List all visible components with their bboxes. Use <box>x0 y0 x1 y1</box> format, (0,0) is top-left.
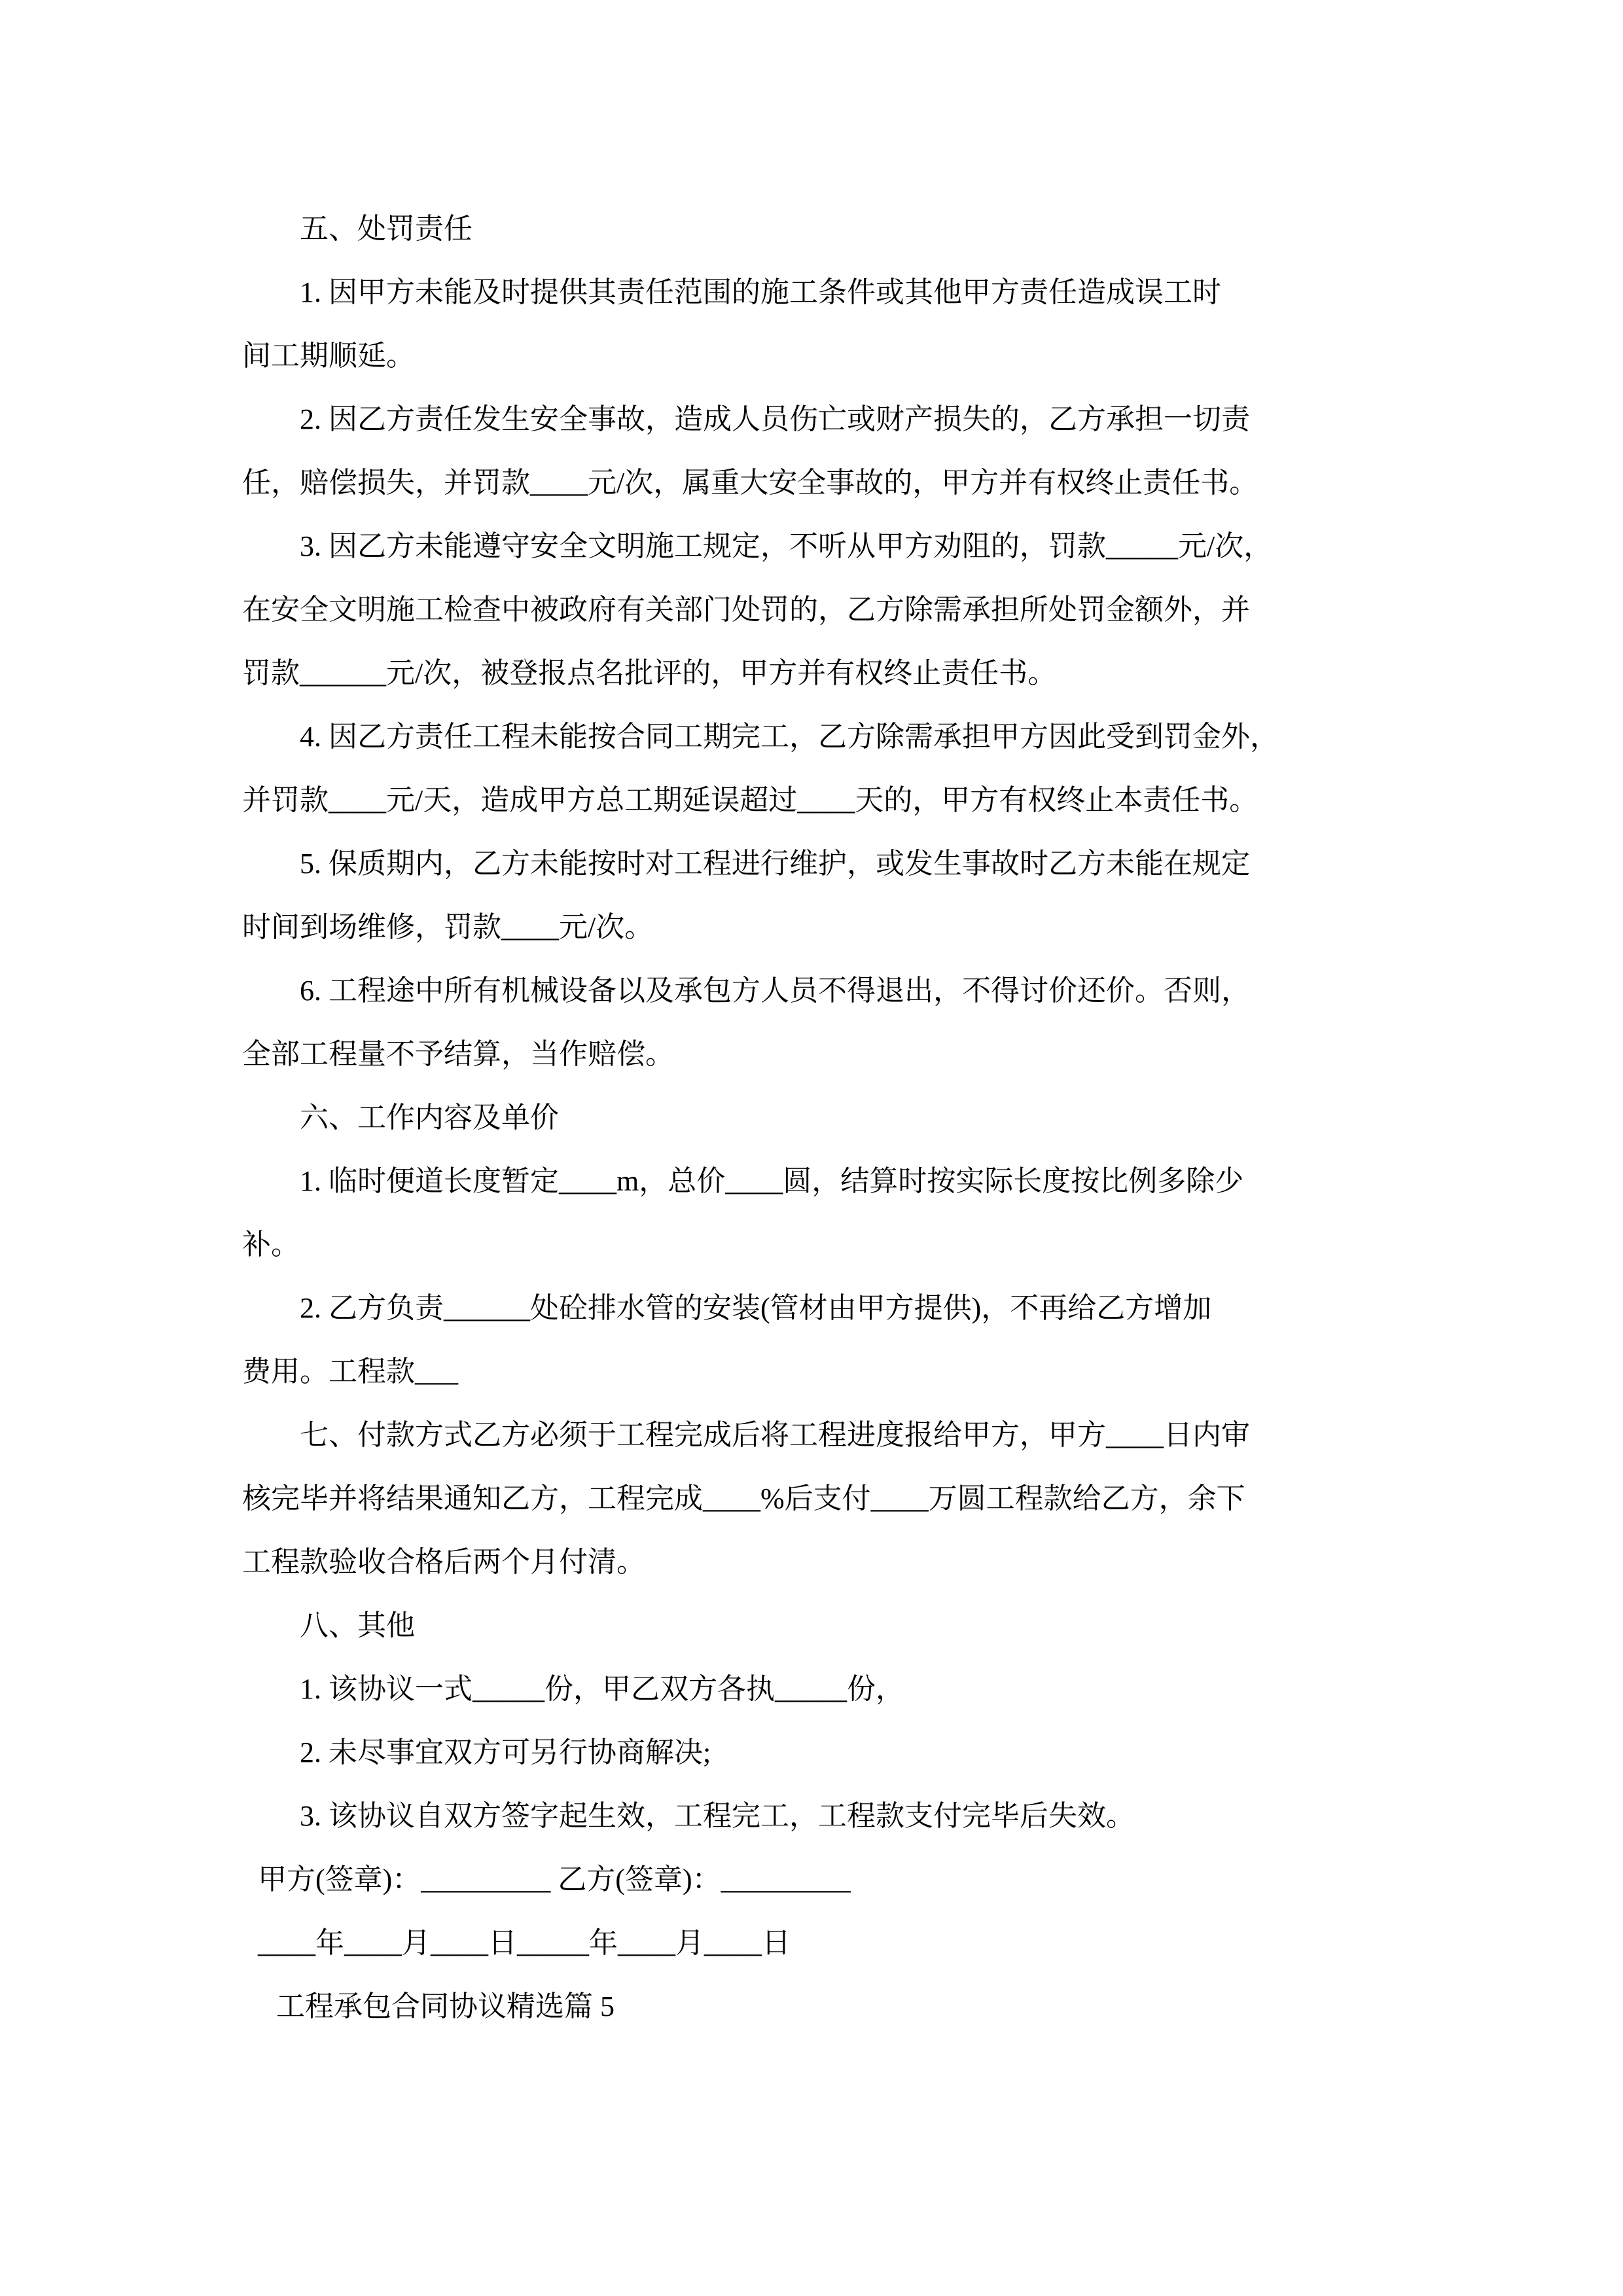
date-line: ____年____月____日_____年____月____日 <box>258 1927 791 1959</box>
paragraph-line: 2. 因乙方责任发生安全事故，造成人员伤亡或财产损失的，乙方承担一切责 <box>300 403 1250 435</box>
paragraph-line: 3. 该协议自双方签字起生效，工程完工，工程款支付完毕后失效。 <box>300 1800 1135 1832</box>
heading-section-8: 八、其他 <box>300 1609 415 1641</box>
paragraph-line: 间工期顺延。 <box>242 340 415 372</box>
paragraph-line: 4. 因乙方责任工程未能按合同工期完工，乙方除需承担甲方因此受到罚金外， <box>300 721 1279 753</box>
paragraph-line: 核完毕并将结果通知乙方，工程完成____%后支付____万圆工程款给乙方，余下 <box>242 1482 1245 1515</box>
paragraph-line: 工程款验收合格后两个月付清。 <box>242 1546 645 1578</box>
paragraph-line: 3. 因乙方未能遵守安全文明施工规定，不听从甲方劝阻的，罚款_____元/次， <box>300 530 1273 562</box>
paragraph-line: 1. 该协议一式_____份，甲乙双方各执_____份， <box>300 1673 904 1705</box>
heading-section-7-line: 七、付款方式乙方必须于工程完成后将工程进度报给甲方，甲方____日内审 <box>300 1419 1250 1451</box>
paragraph-line: 6. 工程途中所有机械设备以及承包方人员不得退出，不得讨价还价。否则， <box>300 975 1250 1007</box>
paragraph-line: 在安全文明施工检查中被政府有关部门处罚的，乙方除需承担所处罚金额外，并 <box>242 594 1250 626</box>
paragraph-line: 1. 临时便道长度暂定____m，总价____圆，结算时按实际长度按比例多除少 <box>300 1165 1244 1197</box>
paragraph-line: 2. 乙方负责______处砼排水管的安装(管材由甲方提供)，不再给乙方增加 <box>300 1292 1212 1324</box>
paragraph-line: 任，赔偿损失，并罚款____元/次，属重大安全事故的，甲方并有权终止责任书。 <box>242 467 1258 499</box>
paragraph-line: 1. 因甲方未能及时提供其责任范围的施工条件或其他甲方责任造成误工时 <box>300 276 1221 308</box>
paragraph-line: 全部工程量不予结算，当作赔偿。 <box>242 1038 674 1070</box>
heading-section-5: 五、处罚责任 <box>300 213 473 245</box>
paragraph-line: 补。 <box>242 1229 300 1261</box>
paragraph-line: 时间到场维修，罚款____元/次。 <box>242 911 654 943</box>
paragraph-line: 并罚款____元/天，造成甲方总工期延误超过____天的，甲方有权终止本责任书。 <box>242 784 1258 816</box>
paragraph-line: 费用。工程款___ <box>242 1355 458 1388</box>
heading-section-6: 六、工作内容及单价 <box>300 1102 559 1134</box>
signature-line: 甲方(签章)：_________ 乙方(签章)：_________ <box>258 1863 851 1895</box>
paragraph-line: 2. 未尽事宜双方可另行协商解决; <box>300 1736 711 1768</box>
paragraph-line: 5. 保质期内，乙方未能按时对工程进行维护，或发生事故时乙方未能在规定 <box>300 848 1250 880</box>
paragraph-line: 罚款______元/次，被登报点名批评的，甲方并有权终止责任书。 <box>242 657 1057 689</box>
footer-title-note: 工程承包合同协议精选篇 5 <box>276 1990 615 2022</box>
